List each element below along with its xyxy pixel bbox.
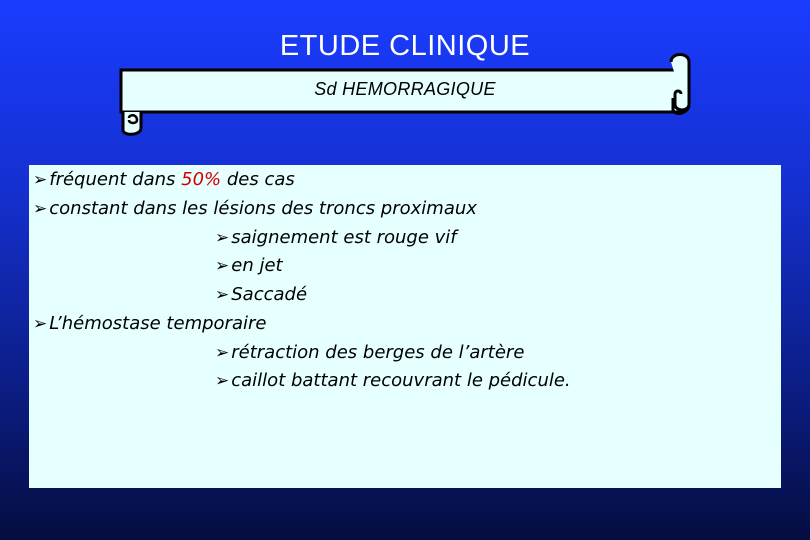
bullet-item — [33, 313, 266, 335]
sub-bullet-item — [215, 255, 283, 277]
sub-bullet-item — [215, 342, 524, 364]
sub-bullet-item — [215, 284, 307, 306]
sub-bullet-item — [215, 227, 457, 249]
sub-bullet-item — [215, 370, 571, 392]
bullet-text: saignement est rouge vif — [231, 227, 457, 248]
bullet-text: des cas — [221, 169, 295, 190]
bullet-text: en jet — [231, 255, 283, 276]
highlight-percent: 50% — [181, 169, 222, 190]
arrowhead-bullet-icon: ➢ — [215, 256, 230, 276]
banner-subtitle: Sd HEMORRAGIQUE — [314, 79, 496, 99]
bullet-text: fréquent dans — [49, 169, 182, 190]
slide-title: ETUDE CLINIQUE — [279, 30, 531, 62]
bullet-text: constant dans les lésions des troncs proximaux — [49, 198, 477, 219]
arrowhead-bullet-icon: ➢ — [215, 343, 230, 363]
arrowhead-bullet-icon: ➢ — [33, 199, 48, 219]
bullet-item — [33, 198, 477, 220]
bullet-text: L’hémostase temporaire — [49, 313, 267, 334]
bullet-text: rétraction des berges de l’artère — [231, 342, 525, 363]
arrowhead-bullet-icon: ➢ — [215, 228, 230, 248]
arrowhead-bullet-icon: ➢ — [33, 170, 48, 190]
bullet-text: caillot battant recouvrant le pédicule. — [231, 370, 571, 391]
arrowhead-bullet-icon: ➢ — [215, 371, 230, 391]
arrowhead-bullet-icon: ➢ — [33, 314, 48, 334]
bullet-text: Saccadé — [231, 284, 308, 305]
bullet-item — [33, 169, 295, 191]
content-box — [29, 165, 781, 488]
scroll-banner — [115, 48, 695, 136]
arrowhead-bullet-icon: ➢ — [215, 285, 230, 305]
